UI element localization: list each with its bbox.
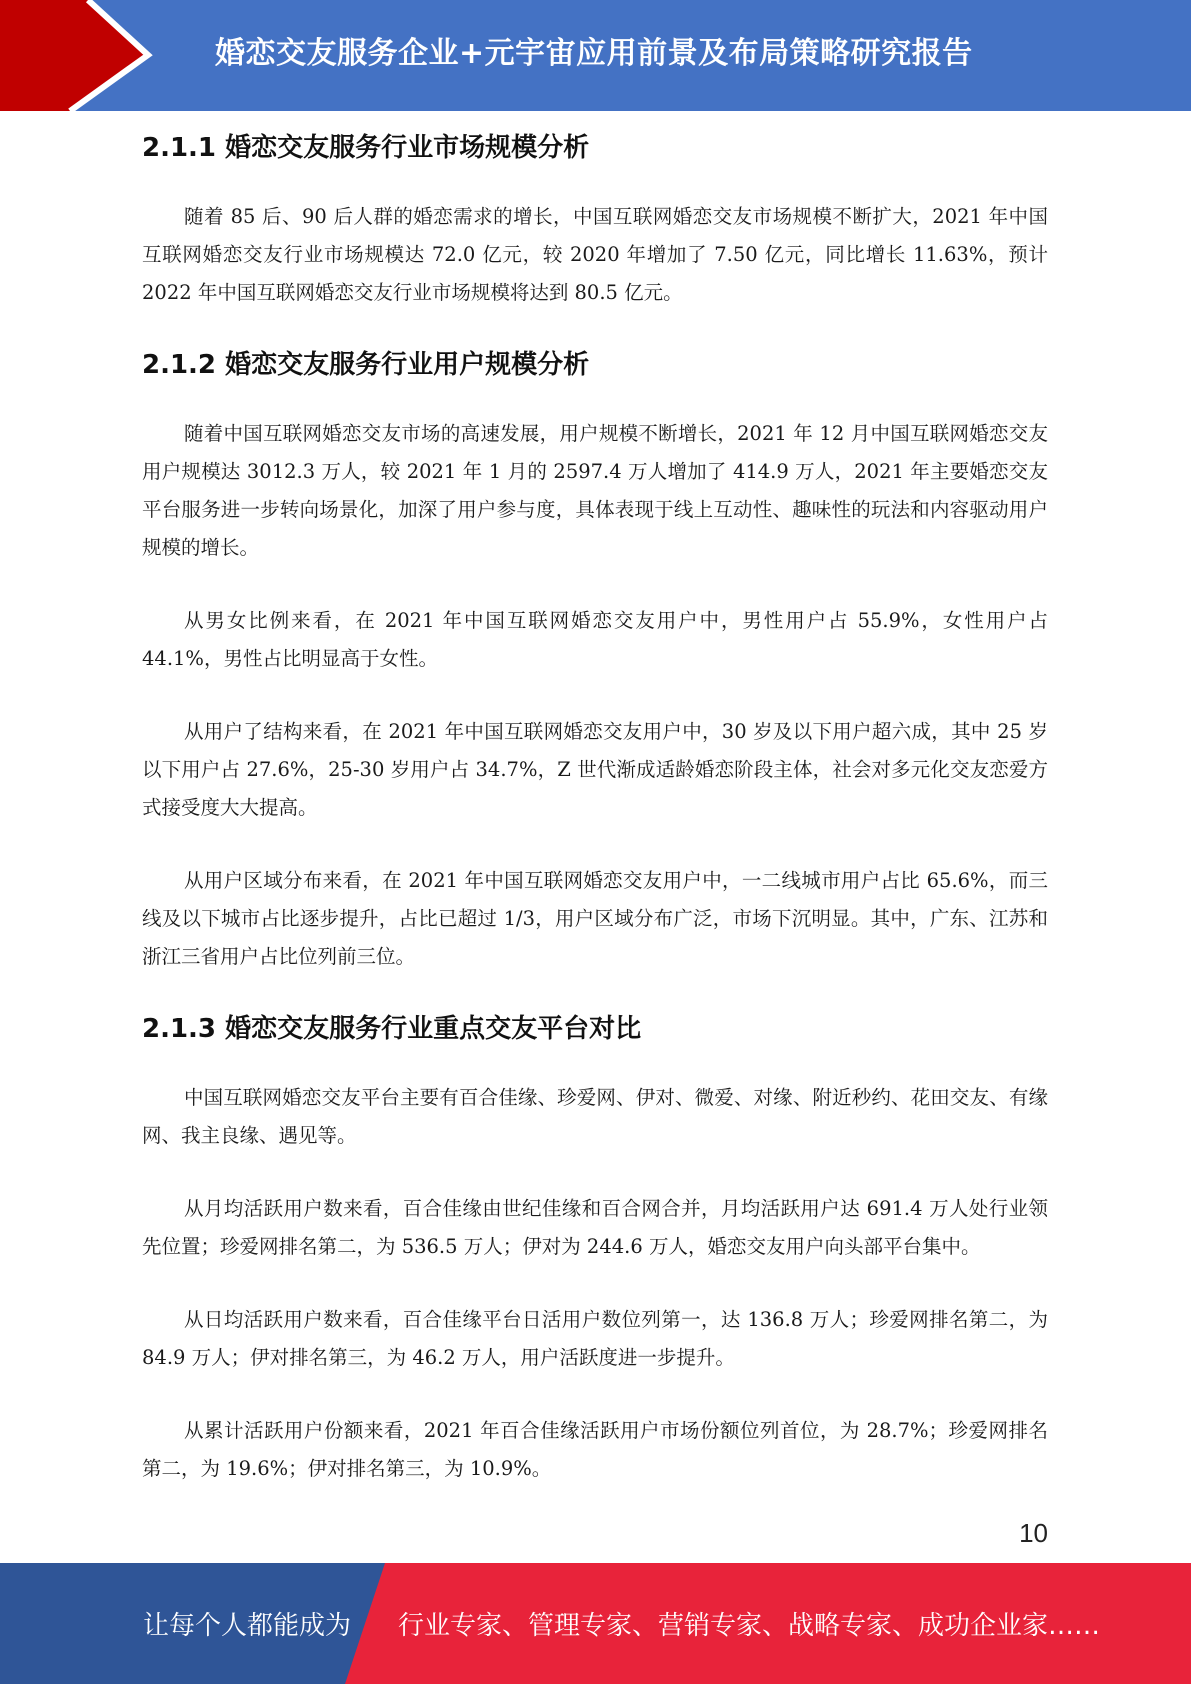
paragraph: 从男女比例来看，在 2021 年中国互联网婚恋交友用户中，男性用户占 55.9%，女性用户占 44.1%，男性占比明显高于女性。: [142, 609, 1048, 670]
paragraph: 随着 85 后、90 后人群的婚恋需求的增长，中国互联网婚恋交友市场规模不断扩大，2021 年中国互联网婚恋交友行业市场规模达 72.0 亿元，较 2020 年增加了 7.50 亿元，同比增长 11.63%，预计 2022 年中国互联网婚恋交友行业市场规模将达到 80.5 亿元。: [142, 205, 1048, 304]
section-heading: 2.1.1 婚恋交友服务行业市场规模分析: [142, 133, 590, 163]
paragraph: 从累计活跃用户份额来看，2021 年百合佳缘活跃用户市场份额位列首位，为 28.7%；珍爱网排名第二，为 19.6%；伊对排名第三，为 10.9%。: [142, 1419, 1048, 1480]
footer-slogan-left: 让每个人都能成为: [143, 1611, 352, 1641]
paragraph: 从用户了结构来看，在 2021 年中国互联网婚恋交友用户中，30 岁及以下用户超六成，其中 25 岁以下用户占 27.6%，25-30 岁用户占 34.7%，Z 世代渐成适龄婚恋阶段主体，社会对多元化交友恋爱方式接受度大大提高。: [142, 720, 1048, 819]
section-2-1-2: [142, 347, 1048, 976]
footer-slogan-right: 行业专家、管理专家、营销专家、战略专家、成功企业家……: [398, 1611, 1101, 1641]
section-2-1-1: [142, 130, 1048, 312]
header-red-arrow-icon: [0, 0, 160, 111]
section-2-1-3: [142, 1011, 1048, 1488]
page-number: 10: [1019, 1518, 1048, 1548]
paragraph: 从月均活跃用户数来看，百合佳缘由世纪佳缘和百合网合并，月均活跃用户达 691.4 万人处行业领先位置；珍爱网排名第二，为 536.5 万人；伊对为 244.6 万人，婚恋交友用户向头部平台集中。: [142, 1197, 1048, 1258]
paragraph: 中国互联网婚恋交友平台主要有百合佳缘、珍爱网、伊对、微爱、对缘、附近秒约、花田交友、有缘网、我主良缘、遇见等。: [142, 1086, 1048, 1147]
report-title: 婚恋交友服务企业+元宇宙应用前景及布局策略研究报告: [215, 36, 973, 71]
page-header: [0, 0, 1191, 111]
document-body: [142, 130, 1048, 1523]
paragraph: 随着中国互联网婚恋交友市场的高速发展，用户规模不断增长，2021 年 12 月中国互联网婚恋交友用户规模达 3012.3 万人，较 2021 年 1 月的 2597.4 万人增加了 414.9 万人，2021 年主要婚恋交友平台服务进一步转向场景化，加深了用户参与度，具体表现于线上互动性、趣味性的玩法和内容驱动用户规模的增长。: [142, 422, 1048, 559]
paragraph: 从用户区域分布来看，在 2021 年中国互联网婚恋交友用户中，一二线城市用户占比 65.6%，而三线及以下城市占比逐步提升，占比已超过 1/3，用户区域分布广泛，市场下沉明显。其中，广东、江苏和浙江三省用户占比位列前三位。: [142, 869, 1048, 968]
page-footer: [0, 1563, 1191, 1684]
paragraph: 从日均活跃用户数来看，百合佳缘平台日活用户数位列第一，达 136.8 万人；珍爱网排名第二，为 84.9 万人；伊对排名第三，为 46.2 万人，用户活跃度进一步提升。: [142, 1308, 1048, 1369]
section-heading: 2.1.3 婚恋交友服务行业重点交友平台对比: [142, 1014, 642, 1044]
section-heading: 2.1.2 婚恋交友服务行业用户规模分析: [142, 350, 590, 380]
